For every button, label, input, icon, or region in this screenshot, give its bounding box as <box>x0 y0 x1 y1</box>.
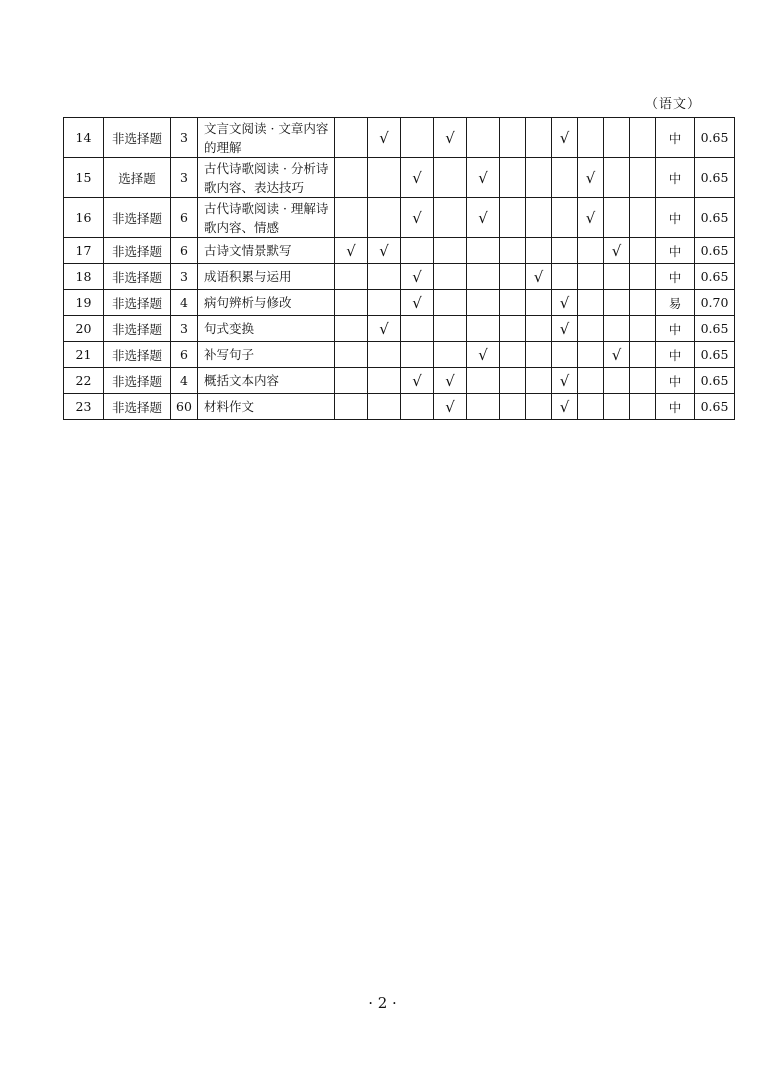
check-cell <box>335 198 368 238</box>
difficulty-cell: 中 <box>656 368 695 394</box>
content-cell: 材料作文 <box>198 394 335 420</box>
check-cell <box>335 290 368 316</box>
difficulty-cell: 中 <box>656 118 695 158</box>
coefficient-cell: 0.65 <box>695 368 735 394</box>
subject-label: （语文） <box>644 97 701 112</box>
score-cell: 3 <box>171 264 198 290</box>
check-cell <box>500 238 526 264</box>
question-type-cell: 非选择题 <box>104 264 171 290</box>
check-cell: √ <box>604 238 630 264</box>
score-cell: 3 <box>171 158 198 198</box>
check-cell <box>578 118 604 158</box>
check-cell <box>578 264 604 290</box>
check-cell <box>552 238 578 264</box>
check-cell <box>578 316 604 342</box>
content-cell: 概括文本内容 <box>198 368 335 394</box>
check-cell <box>500 394 526 420</box>
question-number-cell: 20 <box>64 316 104 342</box>
difficulty-cell: 中 <box>656 394 695 420</box>
difficulty-cell: 中 <box>656 316 695 342</box>
check-cell: √ <box>467 158 500 198</box>
score-cell: 6 <box>171 238 198 264</box>
check-cell <box>401 316 434 342</box>
content-cell: 文言文阅读 · 文章内容的理解 <box>198 118 335 158</box>
table-row <box>64 118 735 158</box>
check-cell <box>578 342 604 368</box>
difficulty-cell: 中 <box>656 264 695 290</box>
check-cell <box>604 368 630 394</box>
table-row <box>64 342 735 368</box>
check-cell <box>552 342 578 368</box>
content-cell: 古代诗歌阅读 · 分析诗歌内容、表达技巧 <box>198 158 335 198</box>
question-number-cell: 16 <box>64 198 104 238</box>
check-cell <box>434 264 467 290</box>
check-cell <box>335 158 368 198</box>
difficulty-cell: 易 <box>656 290 695 316</box>
check-cell <box>368 198 401 238</box>
check-cell <box>368 290 401 316</box>
check-cell: √ <box>552 290 578 316</box>
check-cell <box>500 368 526 394</box>
question-type-cell: 选择题 <box>104 158 171 198</box>
question-number-cell: 17 <box>64 238 104 264</box>
check-cell: √ <box>552 118 578 158</box>
score-cell: 6 <box>171 342 198 368</box>
check-cell <box>630 394 656 420</box>
check-cell: √ <box>368 238 401 264</box>
check-cell <box>467 394 500 420</box>
check-cell: √ <box>578 158 604 198</box>
difficulty-cell: 中 <box>656 342 695 368</box>
coefficient-cell: 0.65 <box>695 342 735 368</box>
score-cell: 4 <box>171 290 198 316</box>
question-type-cell: 非选择题 <box>104 238 171 264</box>
check-cell <box>434 198 467 238</box>
check-cell: √ <box>401 368 434 394</box>
check-cell <box>604 316 630 342</box>
check-cell <box>434 158 467 198</box>
check-cell <box>630 264 656 290</box>
check-cell <box>630 316 656 342</box>
table-row <box>64 158 735 198</box>
check-cell <box>578 394 604 420</box>
exam-spec-table <box>63 117 735 420</box>
check-cell <box>500 264 526 290</box>
score-cell: 60 <box>171 394 198 420</box>
question-type-cell: 非选择题 <box>104 316 171 342</box>
check-cell <box>434 342 467 368</box>
check-cell <box>526 118 552 158</box>
check-cell: √ <box>604 342 630 368</box>
table-row <box>64 198 735 238</box>
content-cell: 古代诗歌阅读 · 理解诗歌内容、情感 <box>198 198 335 238</box>
content-cell: 补写句子 <box>198 342 335 368</box>
coefficient-cell: 0.65 <box>695 198 735 238</box>
check-cell <box>500 118 526 158</box>
coefficient-cell: 0.65 <box>695 394 735 420</box>
check-cell <box>500 316 526 342</box>
check-cell <box>368 368 401 394</box>
check-cell <box>335 394 368 420</box>
table-row <box>64 264 735 290</box>
coefficient-cell: 0.65 <box>695 264 735 290</box>
check-cell <box>578 238 604 264</box>
check-cell <box>500 158 526 198</box>
check-cell <box>630 118 656 158</box>
difficulty-cell: 中 <box>656 198 695 238</box>
check-cell <box>368 394 401 420</box>
check-cell: √ <box>467 342 500 368</box>
check-cell <box>401 342 434 368</box>
check-cell <box>604 264 630 290</box>
score-cell: 3 <box>171 316 198 342</box>
check-cell <box>552 198 578 238</box>
check-cell <box>526 158 552 198</box>
content-cell: 古诗文情景默写 <box>198 238 335 264</box>
question-number-cell: 23 <box>64 394 104 420</box>
coefficient-cell: 0.65 <box>695 118 735 158</box>
check-cell <box>578 368 604 394</box>
coefficient-cell: 0.65 <box>695 316 735 342</box>
check-cell: √ <box>434 118 467 158</box>
page-number: · 2 · <box>368 994 397 1012</box>
question-number-cell: 19 <box>64 290 104 316</box>
table-row <box>64 290 735 316</box>
check-cell: √ <box>552 394 578 420</box>
check-cell <box>500 342 526 368</box>
table-row <box>64 238 735 264</box>
check-cell <box>578 290 604 316</box>
check-cell: √ <box>368 118 401 158</box>
question-number-cell: 18 <box>64 264 104 290</box>
score-cell: 3 <box>171 118 198 158</box>
question-type-cell: 非选择题 <box>104 394 171 420</box>
check-cell <box>604 290 630 316</box>
check-cell <box>604 198 630 238</box>
check-cell <box>467 368 500 394</box>
question-type-cell: 非选择题 <box>104 368 171 394</box>
difficulty-cell: 中 <box>656 238 695 264</box>
check-cell <box>467 238 500 264</box>
question-type-cell: 非选择题 <box>104 290 171 316</box>
check-cell <box>630 342 656 368</box>
table-row <box>64 394 735 420</box>
score-cell: 6 <box>171 198 198 238</box>
check-cell <box>630 238 656 264</box>
question-type-cell: 非选择题 <box>104 342 171 368</box>
content-cell: 病句辨析与修改 <box>198 290 335 316</box>
question-number-cell: 21 <box>64 342 104 368</box>
question-number-cell: 14 <box>64 118 104 158</box>
check-cell <box>401 394 434 420</box>
check-cell <box>467 316 500 342</box>
check-cell: √ <box>401 290 434 316</box>
check-cell <box>467 290 500 316</box>
question-type-cell: 非选择题 <box>104 198 171 238</box>
check-cell <box>604 158 630 198</box>
question-type-cell: 非选择题 <box>104 118 171 158</box>
check-cell: √ <box>526 264 552 290</box>
check-cell: √ <box>434 368 467 394</box>
check-cell <box>335 368 368 394</box>
check-cell: √ <box>552 316 578 342</box>
check-cell <box>526 198 552 238</box>
check-cell: √ <box>434 394 467 420</box>
check-cell: √ <box>467 198 500 238</box>
check-cell: √ <box>368 316 401 342</box>
table-body <box>64 118 735 420</box>
content-cell: 句式变换 <box>198 316 335 342</box>
check-cell <box>335 342 368 368</box>
check-cell <box>401 118 434 158</box>
coefficient-cell: 0.65 <box>695 158 735 198</box>
check-cell <box>335 264 368 290</box>
check-cell <box>526 394 552 420</box>
check-cell <box>526 342 552 368</box>
difficulty-cell: 中 <box>656 158 695 198</box>
check-cell: √ <box>401 198 434 238</box>
check-cell <box>552 158 578 198</box>
check-cell <box>401 238 434 264</box>
check-cell <box>526 238 552 264</box>
check-cell <box>467 264 500 290</box>
check-cell <box>526 316 552 342</box>
check-cell <box>335 118 368 158</box>
content-cell: 成语积累与运用 <box>198 264 335 290</box>
check-cell <box>552 264 578 290</box>
check-cell <box>630 198 656 238</box>
check-cell <box>604 394 630 420</box>
check-cell <box>467 118 500 158</box>
question-number-cell: 15 <box>64 158 104 198</box>
table-row <box>64 316 735 342</box>
check-cell <box>630 368 656 394</box>
check-cell <box>630 158 656 198</box>
check-cell: √ <box>401 264 434 290</box>
check-cell <box>434 290 467 316</box>
check-cell <box>335 316 368 342</box>
check-cell <box>368 342 401 368</box>
check-cell <box>368 264 401 290</box>
check-cell: √ <box>401 158 434 198</box>
check-cell: √ <box>552 368 578 394</box>
check-cell <box>630 290 656 316</box>
check-cell <box>500 198 526 238</box>
check-cell <box>500 290 526 316</box>
check-cell <box>434 316 467 342</box>
check-cell: √ <box>578 198 604 238</box>
coefficient-cell: 0.70 <box>695 290 735 316</box>
coefficient-cell: 0.65 <box>695 238 735 264</box>
check-cell <box>526 368 552 394</box>
score-cell: 4 <box>171 368 198 394</box>
check-cell <box>526 290 552 316</box>
question-number-cell: 22 <box>64 368 104 394</box>
check-cell <box>604 118 630 158</box>
check-cell <box>368 158 401 198</box>
check-cell <box>434 238 467 264</box>
check-cell: √ <box>335 238 368 264</box>
table-row <box>64 368 735 394</box>
